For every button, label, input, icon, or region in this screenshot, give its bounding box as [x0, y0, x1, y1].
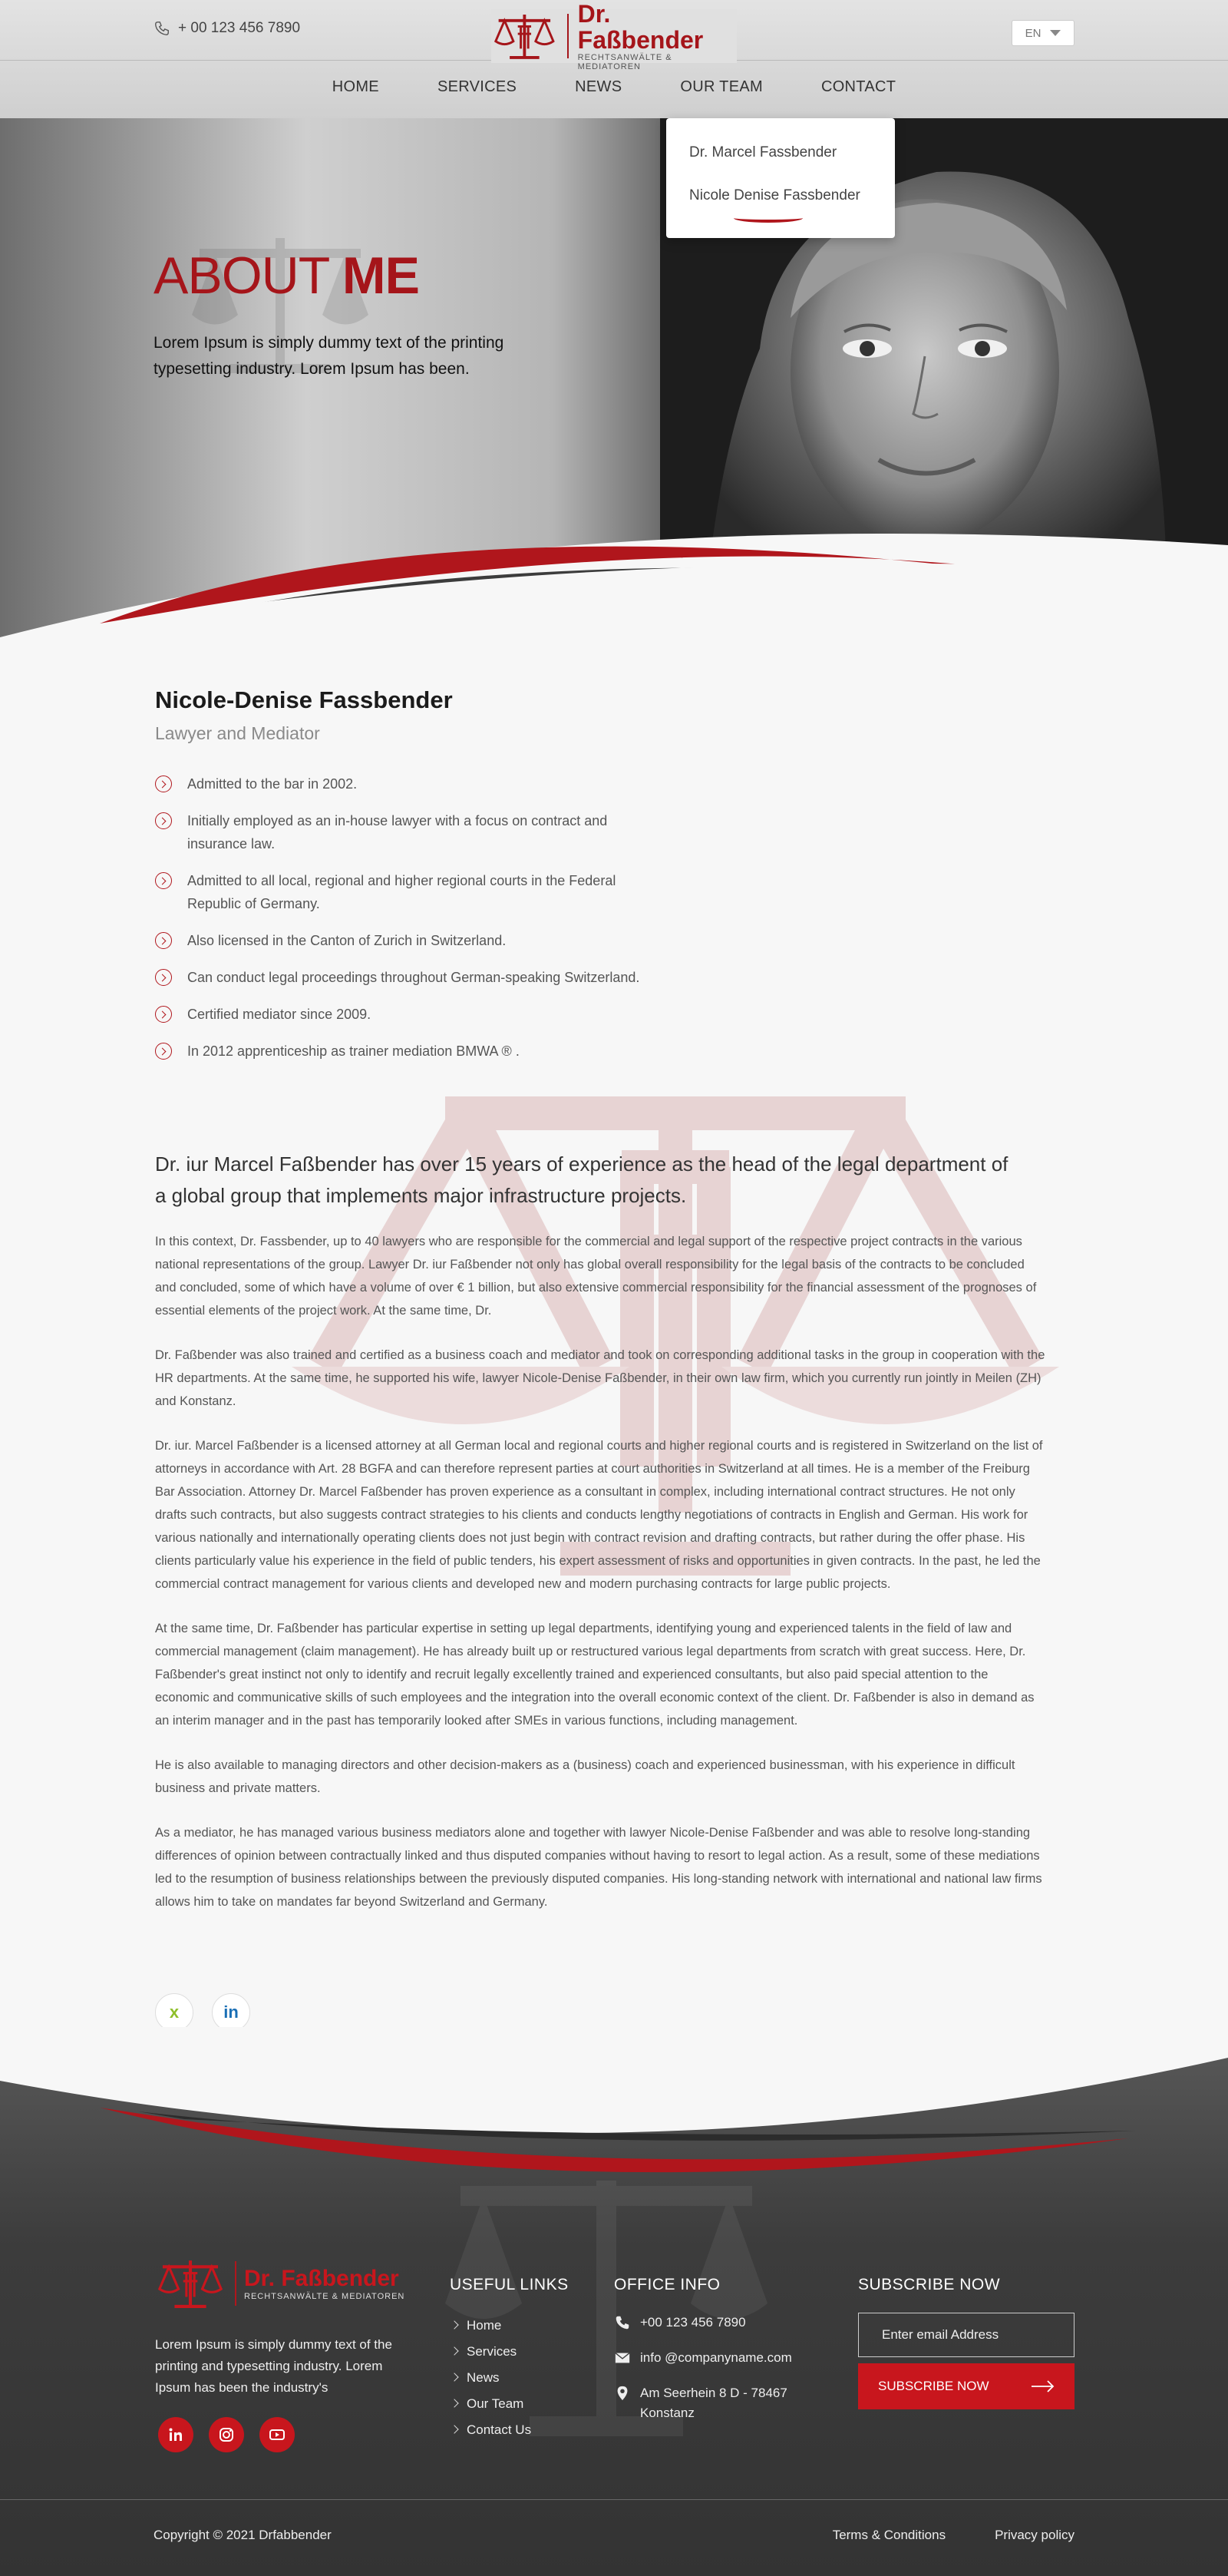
profile-role: Lawyer and Mediator [155, 723, 320, 743]
logo-separator [567, 14, 569, 58]
location-pin-icon [614, 2385, 631, 2402]
phone-number: + 00 123 456 7890 [178, 20, 301, 36]
site-header [0, 0, 1228, 118]
subscribe-title: SUBSCRIBE NOW [858, 2276, 1001, 2293]
footer-link-our-team[interactable]: Our Team [450, 2391, 569, 2417]
article-paragraph: At the same time, Dr. Faßbender has particular expertise in setting up legal departments, identifying young and experienced talents in the field of law and commercial management (claim management). He has already built up or restructured various legal departments from scratch with great success. Here, Dr. Faßbender's great instinct not only to identify and recruit legally excellently trained and experienced consultants, but also paid special attention to the economic and communicative skills of such employees and the integration into the overall economic context of the client. Dr. Faßbender is also in demand as an interim manager and in the past has temporarily looked after SMEs in various functions, including management. [155, 1622, 1035, 1728]
scales-logo-icon [491, 11, 558, 61]
hero-subtitle: Lorem Ipsum is simply dummy text of the printing typesetting industry. Lorem Ipsum has been. [154, 334, 504, 378]
main-nav [0, 78, 1228, 96]
copyright: Copyright © 2021 Drfabbender [154, 2528, 332, 2542]
terms-link[interactable]: Terms & Conditions [832, 2528, 946, 2542]
subscribe-email-input[interactable] [858, 2313, 1074, 2357]
privacy-link[interactable]: Privacy policy [995, 2528, 1074, 2542]
profile-bullets [155, 772, 646, 1076]
scales-logo-icon [154, 2257, 227, 2310]
office-email[interactable]: info @companyname.com [614, 2348, 844, 2368]
xing-icon[interactable]: x [155, 1993, 193, 2032]
footer-subscribe [858, 2276, 1074, 2409]
article-paragraph: He is also available to managing directors and other decision-makers as a (business) coach and experienced businessman, with his experience in difficult business and private matters. [155, 1758, 1015, 1795]
footer-swoosh-decoration [0, 2027, 1228, 2219]
language-value: EN [1025, 26, 1041, 40]
language-select[interactable] [1012, 20, 1074, 46]
article-paragraph: Dr. Faßbender was also trained and certified as a business coach and mediator and took on corresponding additional tasks in the group in cooperation with the HR departments. At the same time, he supported his wife, lawyer Nicole-Denise Faßbender, in their own law firm, which you currently run jointly in Meilen (ZH) and Konstanz. [155, 1348, 1045, 1408]
chevron-circle-icon [155, 932, 172, 949]
linkedin-icon[interactable]: in [212, 1993, 250, 2032]
list-item: Also licensed in the Canton of Zurich in Switzerland. [155, 929, 646, 952]
phone-icon [154, 20, 170, 37]
page-title: ABOUT ME [154, 246, 419, 305]
our-team-dropdown [666, 118, 895, 238]
phone-icon [614, 2314, 631, 2331]
header-phone[interactable] [154, 20, 300, 37]
profile-name: Nicole-Denise Fassbender [155, 686, 453, 713]
list-item: In 2012 apprenticeship as trainer mediation BMWA ® . [155, 1040, 646, 1063]
footer-logo[interactable] [154, 2257, 404, 2310]
logo-tagline: RECHTSANWÄLTE & MEDIATOREN [577, 53, 672, 71]
main-content [0, 653, 1228, 2027]
office-info-title: OFFICE INFO [614, 2276, 721, 2293]
article-intro: Dr. iur Marcel Faßbender has over 15 years of experience as the head of the legal department of a global group that implements major infrastructure projects. [155, 1152, 1008, 1207]
list-item: Can conduct legal proceedings throughout German-speaking Switzerland. [155, 966, 646, 989]
linkedin-icon[interactable] [158, 2417, 193, 2452]
chevron-circle-icon [155, 775, 172, 792]
logo-separator [235, 2261, 236, 2306]
footer-logo-tagline: RECHTSANWÄLTE & MEDIATOREN [244, 2292, 405, 2301]
profile-social-links [155, 1993, 250, 2032]
site-footer [0, 2027, 1228, 2576]
footer-useful-links [450, 2276, 569, 2443]
office-address: Am Seerhein 8 D - 78467 Konstanz [614, 2383, 844, 2423]
article-paragraph: As a mediator, he has managed various business mediators alone and together with lawyer Nicole-Denise Faßbender and was able to resolve long-standing differences of opinion between contractually linked and thus disputed companies without having to resort to legal action. As a result, some of these mediations led to the resumption of business relationships between the previously disputed companies. His long-standing network with international and national law firms allows him to take on mandates far beyond Switzerland and Germany. [155, 1826, 1042, 1909]
footer-social-links [158, 2417, 295, 2452]
footer-divider [0, 2499, 1228, 2500]
article-paragraph: Dr. iur. Marcel Faßbender is a licensed attorney at all German local and regional courts and higher regional courts and is registered in Switzerland on the list of attorneys in accordance with Art. 28 BGFA and can therefore represent parties at court authorities in Switzerland at all times. He is a member of the Freiburg Bar Association. Attorney Dr. Marcel Faßbender has proven experience as a consultant in complex, including international contract structures. He not only drafts such contracts, but also suggests contract strategies to his clients and conducts lengthy negotiations of contracts in English and German. His work for various nationally and internationally operating clients does not just begin with contract revision and drafting contracts, but rather during the offer phase. His clients particularly value his experience in the field of public tenders, his expert assessment of risks and opportunities in given contracts. In the past, he led the commercial contract management for various clients and developed new and modern purchasing contracts for large public projects. [155, 1439, 1043, 1591]
site-logo[interactable] [491, 0, 737, 71]
footer-legal-links [833, 2528, 1074, 2543]
footer-link-services[interactable]: Services [450, 2339, 569, 2365]
nav-our-team[interactable]: OUR TEAM [680, 78, 763, 95]
chevron-down-icon [1050, 30, 1061, 36]
footer-description: Lorem Ipsum is simply dummy text of the printing and typesetting industry. Lorem Ipsum has been the industry's [155, 2337, 392, 2395]
nav-home[interactable]: HOME [332, 78, 379, 95]
useful-links-title: USEFUL LINKS [450, 2276, 569, 2293]
article-body [155, 1230, 1045, 1935]
nav-contact[interactable]: CONTACT [820, 78, 896, 95]
article-paragraph: In this context, Dr. Fassbender, up to 40 lawyers who are responsible for the commercial and legal support of the respective project contracts in the various national representations of the group. Lawyer Dr. iur Faßbender not only has global overall responsibility for the legal basis of the contracts to be concluded and concluded, some of which have a volume of over € 1 billion, but also extensive commercial responsibility for the financial assessment of the prognoses of essential elements of the project work. At the same time, Dr. [155, 1235, 1037, 1318]
hero-swoosh-decoration [0, 507, 1228, 653]
logo-name: Dr. Faßbender [577, 0, 704, 54]
arrow-right-icon [1032, 2380, 1055, 2392]
nav-services[interactable]: SERVICES [437, 78, 517, 95]
footer-link-contact-us[interactable]: Contact Us [450, 2417, 569, 2443]
chevron-circle-icon [155, 1006, 172, 1023]
envelope-icon [614, 2349, 631, 2366]
list-item: Certified mediator since 2009. [155, 1003, 646, 1026]
chevron-circle-icon [155, 969, 172, 986]
nav-news[interactable]: NEWS [575, 78, 622, 95]
list-item: Initially employed as an in-house lawyer with a focus on contract and insurance law. [155, 809, 646, 855]
subscribe-button[interactable]: SUBSCRIBE NOW [858, 2363, 1074, 2409]
office-phone[interactable]: +00 123 456 7890 [614, 2313, 844, 2333]
chevron-circle-icon [155, 872, 172, 889]
footer-link-news[interactable]: News [450, 2365, 569, 2391]
footer-link-home[interactable]: Home [450, 2313, 569, 2339]
dropdown-item-nicole[interactable]: Nicole Denise Fassbender [666, 187, 895, 230]
list-item: Admitted to the bar in 2002. [155, 772, 646, 795]
chevron-circle-icon [155, 1043, 172, 1060]
instagram-icon[interactable] [209, 2417, 244, 2452]
chevron-circle-icon [155, 812, 172, 829]
youtube-icon[interactable] [259, 2417, 295, 2452]
dropdown-item-marcel[interactable]: Dr. Marcel Fassbender [689, 144, 837, 160]
list-item: Admitted to all local, regional and higher regional courts in the Federal Republic of Germany. [155, 869, 646, 915]
footer-logo-name: Dr. Faßbender [244, 2266, 399, 2291]
footer-office-info [614, 2276, 844, 2439]
